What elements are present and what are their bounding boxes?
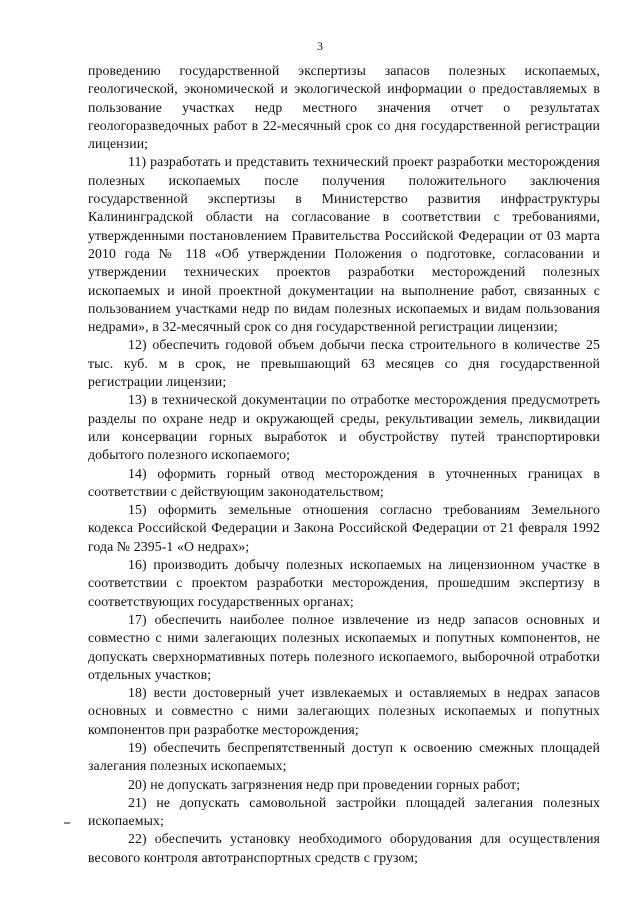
paragraph-item-22: 22) обеспечить установку необходимого оборудования для осуществления весового контроля автотранспортных средств с грузом;	[88, 831, 600, 865]
page-number: 3	[317, 39, 323, 53]
paragraph-item-12: 12) обеспечить годовой объем добычи песка строительного в количестве 25 тыс. куб. м в срок, не превышающий 63 месяцев со дня государственной регистрации лицензии;	[88, 337, 600, 390]
paragraph-item-18: 18) вести достоверный учет извлекаемых и оставляемых в недрах запасов основных и совместно с ними залегающих полезных ископаемых и попутных компонентов при разработке месторождения;	[88, 685, 600, 737]
paragraph-item-20: 20) не допускать загрязнения недр при проведении горных работ;	[128, 776, 521, 792]
paragraph-item-21: 21) не допускать самовольной застройки площадей залегания полезных ископаемых;	[88, 794, 600, 829]
document-body	[88, 62, 600, 867]
paragraph-item-11: 11) разработать и представить технический проект разработки месторождения полезных ископаемых после получения положительного заключения государственной экспертизы в Министерство развития инфраструктуры Калининградской области на согласование в соответствии с требованиями, утвержденными постановлением Правительства Российской Федерации от 03 марта 2010 года № 118 «Об утверждении Положения о подготовке, согласовании и утверждении технических проектов разработки месторождений полезных ископаемых и иной проектной документации на выполнение работ, связанных с пользованием участками недр по видам полезных ископаемых и видам пользования недрами», в 32-месячный срок со дня государственной регистрации лицензии;	[88, 154, 600, 335]
paragraph-continuation: проведению государственной экспертизы запасов полезных ископаемых, геологической, экономической и экологической информации о предоставляемых в пользование участках недр местного значения отчет о результатах геологоразведочных работ в 22-месячный срок со дня государственной регистрации лицензии;	[88, 63, 600, 152]
paragraph-item-14: 14) оформить горный отвод месторождения в уточненных границах в соответствии с действующим законодательством;	[88, 465, 600, 499]
margin-tick-mark	[64, 822, 70, 824]
paragraph-item-15: 15) оформить земельные отношения согласно требованиям Земельного кодекса Российской Федерации и Закона Российской Федерации от 21 февраля 1992 года № 2395-1 «О недрах»;	[88, 502, 600, 554]
paragraph-item-13: 13) в технической документации по отработке месторождения предусмотреть разделы по охране недр и окружающей среды, рекультивации земель, ликвидации или консервации горных выработок и обустройству путей транспортировки добытого полезного ископаемого;	[88, 392, 600, 463]
paragraph-item-17: 17) обеспечить наиболее полное извлечение из недр запасов основных и совместно с ними залегающих полезных ископаемых и попутных компонентов, не допускать сверхнормативных потерь полезного ископаемого, выборочной отработки отдельных участков;	[88, 611, 600, 682]
paragraph-item-19: 19) обеспечить беспрепятственный доступ к освоению смежных площадей залегания полезных ископаемых;	[88, 739, 600, 774]
paragraph-item-16: 16) производить добычу полезных ископаемых на лицензионном участке в соответствии с проектом разработки месторождения, прошедшим экспертизу в соответствующих государственных органах;	[88, 557, 600, 609]
